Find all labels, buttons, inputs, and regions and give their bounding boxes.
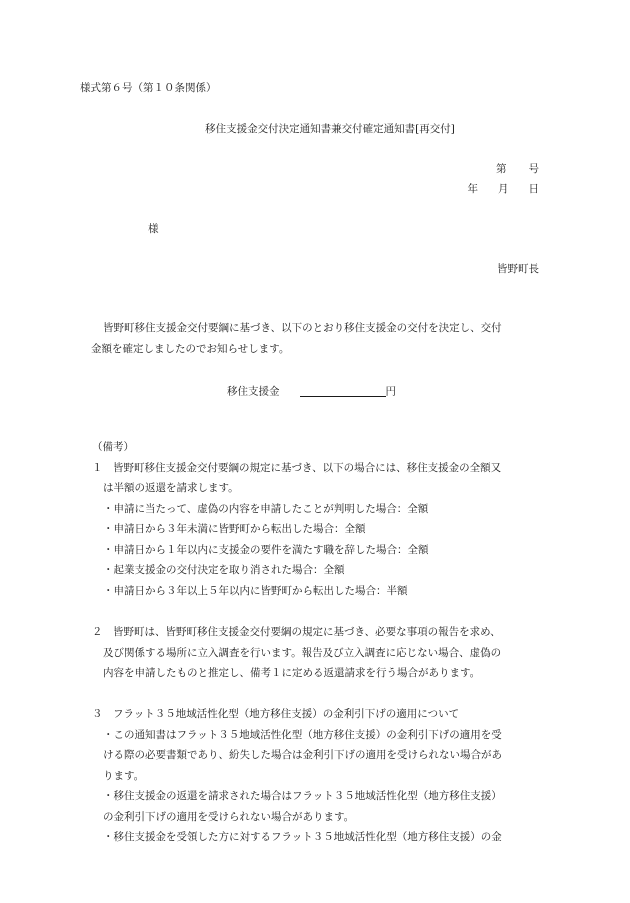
note2-line-2: 及び関係する場所に立入調査を行います。報告及び立入調査に応じない場合、虚偽の [103, 647, 502, 659]
date-month-label: 月 [498, 183, 509, 195]
note1-line-1: １ 皆野町移住支援金交付要綱の規定に基づき、以下の場合には、移住支援金の全額又 [92, 462, 502, 474]
note3-line-1: ３ フラット３５地域活性化型（地方移住支援）の金利引下げの適用について [92, 708, 460, 720]
document-number-line [496, 164, 539, 175]
note3-text-line: の金利引下げの適用を受けられない場合があります。 [103, 811, 355, 823]
note3-text-line: ・移住支援金を受領した方に対するフラット３５地域活性化型（地方移住支援）の金 [103, 831, 502, 843]
date-day-label: 日 [528, 183, 539, 195]
note1-item: ・起業支援金の交付決定を取り消された場合：全額 [103, 564, 345, 576]
note3-text-line: ・この通知書はフラット３５地域活性化型（地方移住支援）の金利引下げの適用を受 [103, 729, 502, 741]
amount-blank [300, 384, 386, 397]
body-line-2: 金額を確定しましたのでお知らせします。 [91, 343, 290, 355]
note1-item: ・申請日から３年以上５年以内に皆野町から転出した場合：半額 [103, 585, 408, 597]
notes-heading: （備考） [92, 441, 134, 453]
issuer: 皆野町長 [497, 263, 539, 275]
number-label-dai: 第 [496, 163, 507, 175]
date-line [468, 184, 540, 195]
note1-line-2: は半額の返還を請求します。 [103, 482, 239, 494]
number-label-go: 号 [528, 163, 539, 175]
note2-line-3: 内容を申請したものと推定し、備考１に定める返還請求を行う場合があります。 [103, 667, 481, 679]
body-line-1: 皆野町移住支援金交付要綱に基づき、以下のとおり移住支援金の交付を決定し、交付 [103, 322, 502, 334]
note2-line-1: ２ 皆野町は、皆野町移住支援金交付要綱の規定に基づき、必要な事項の報告を求め、 [92, 626, 501, 638]
note3-text-line: ける際の必要書類であり、紛失した場合は金利引下げの適用を受けられない場合があ [103, 749, 502, 761]
date-year-label: 年 [467, 183, 478, 195]
note1-item: ・申請に当たって、虚偽の内容を申請したことが判明した場合：全額 [103, 503, 429, 515]
amount-label: 移住支援金 [227, 385, 280, 398]
note1-item: ・申請日から１年以内に支援金の要件を満たす職を辞した場合：全額 [103, 544, 429, 556]
recipient-suffix: 様 [148, 223, 159, 235]
amount-row [227, 384, 396, 397]
document-title: 移住支援金交付決定通知書兼交付確定通知書[再交付] [205, 123, 455, 135]
amount-unit: 円 [385, 385, 396, 398]
note3-text-line: ります。 [103, 770, 145, 782]
note1-item: ・申請日から３年未満に皆野町から転出した場合：全額 [103, 523, 366, 535]
form-id: 様式第６号（第１０条関係） [80, 82, 217, 94]
note3-text-line: ・移住支援金の返還を請求された場合はフラット３５地域活性化型（地方移住支援） [103, 790, 502, 802]
